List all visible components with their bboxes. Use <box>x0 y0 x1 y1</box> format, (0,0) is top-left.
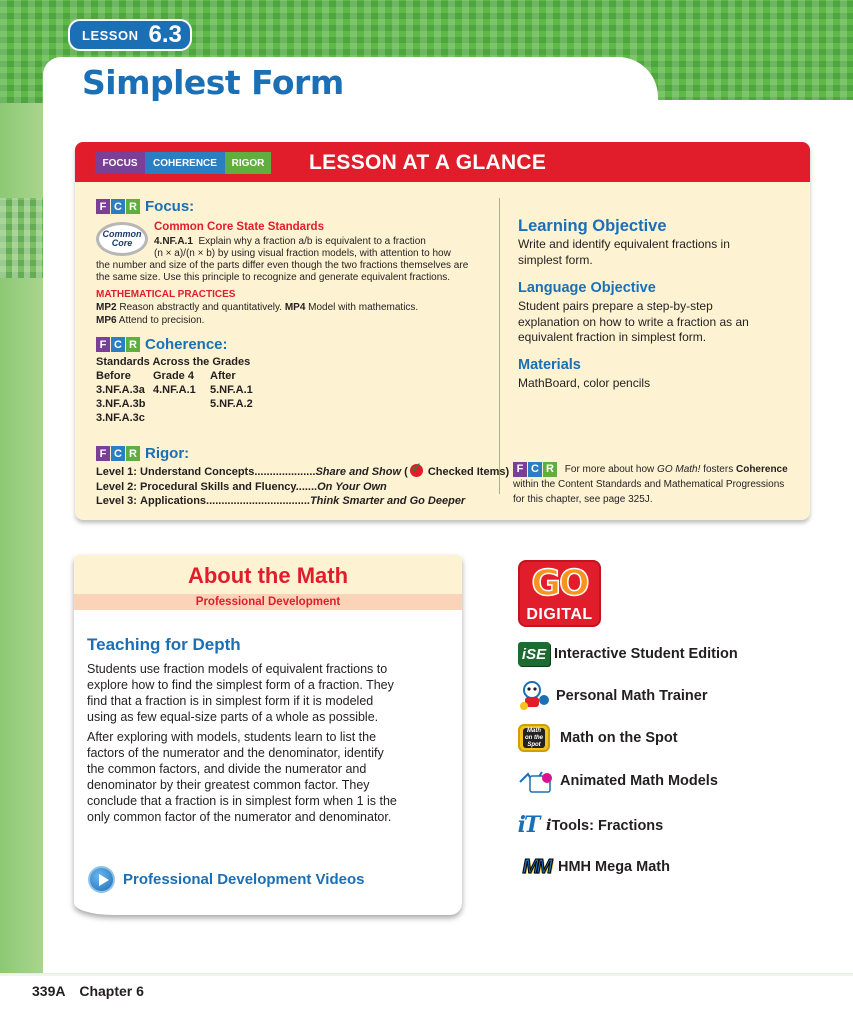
fcr-icon: F C R <box>96 199 141 214</box>
digital-item-mega-math[interactable]: MM HMH Mega Math <box>518 854 670 880</box>
math-practices-line-1: MP2 Reason abstractly and quantitatively. MP4 Model with mathematics. <box>96 302 419 313</box>
math-trainer-icon <box>518 680 552 712</box>
language-objective-text: Student pairs prepare a step-by-step explanation on how to write a fraction as an equivalent fraction in simplest form. <box>518 299 749 344</box>
learning-objective-text: Write and identify equivalent fractions in simplest form. <box>518 237 730 267</box>
math-on-the-spot-icon: Math on the Spot <box>518 724 550 752</box>
lesson-number: 6.3 <box>148 21 182 48</box>
rigor-level-2: Level 2: Procedural Skills and Fluency.......On Your Own <box>96 480 387 493</box>
pd-videos-label: Professional Development Videos <box>123 871 365 888</box>
about-the-math-box <box>74 555 462 915</box>
standard-line-2: (n × a)/(n × b) by using visual fraction models, with attention to how <box>154 248 451 259</box>
fcr-icon: F C R <box>513 462 558 477</box>
materials-text: MathBoard, color pencils <box>518 376 651 390</box>
rigor-heading <box>96 445 189 462</box>
fcr-icon: F C R <box>96 446 141 461</box>
mega-math-icon: MM <box>522 855 550 878</box>
about-paragraph-2: After exploring with models, students learn to list the factors of the numerator and the denominator, identify the common factors, and divide the numerator and denominator by their greatest common factor. They conclude that a fraction is in simplest form when 1 is the only common factor of the numerator and denominator. <box>87 730 397 824</box>
page-title: Simplest Form <box>82 63 344 102</box>
student-edition-icon: iSE <box>518 642 550 666</box>
rigor-level-1: Level 1: Understand Concepts....................Share and Show (✓ Checked Items) <box>96 464 509 480</box>
play-icon <box>88 866 115 893</box>
itools-icon: iT <box>517 812 539 838</box>
digital-item-personal-math-trainer[interactable]: Personal Math Trainer <box>518 680 708 712</box>
math-practices-line-2: MP6 Attend to precision. <box>96 315 205 326</box>
digital-item-student-edition[interactable]: iSE Interactive Student Edition <box>518 642 738 666</box>
common-core-heading: Common Core State Standards <box>154 221 324 233</box>
standards-across-heading: Standards Across the Grades <box>96 356 251 368</box>
grades-after-column: After 5.NF.A.1 5.NF.A.2 <box>210 370 253 410</box>
standard-line-4: the same size. Use this principle to recognize and generate equivalent fractions. <box>96 272 451 283</box>
math-practices-heading: MATHEMATICAL PRACTICES <box>96 289 236 300</box>
grades-grade4-column: Grade 4 4.NF.A.1 <box>153 370 196 396</box>
tab-rigor: RIGOR <box>225 152 271 174</box>
rigor-levels <box>96 464 509 509</box>
digital-logo-text: DIGITAL <box>526 606 593 623</box>
chapter-label: Chapter 6 <box>79 983 144 999</box>
coherence-heading <box>96 336 228 353</box>
lesson-at-a-glance-box <box>75 142 810 520</box>
rigor-level-3: Level 3: Applications..................................Think Smarter and Go Deeper <box>96 495 466 507</box>
checkmark-icon <box>410 464 423 477</box>
focus-label: Focus: <box>145 198 195 215</box>
fcr-tabs <box>95 152 271 174</box>
digital-item-itools-fractions[interactable]: iT iTools: Fractions <box>517 812 664 838</box>
page-number: 339A <box>32 983 66 999</box>
digital-item-math-on-the-spot[interactable]: Math on the Spot Math on the Spot <box>518 724 678 752</box>
grades-table <box>96 369 296 429</box>
glance-title: LESSON AT A GLANCE <box>309 151 547 174</box>
tab-coherence: COHERENCE <box>145 152 225 174</box>
go-digital-logo <box>518 560 601 627</box>
common-core-logo-icon: Common Core <box>96 222 148 256</box>
materials-heading: Materials <box>518 357 581 373</box>
professional-development-videos-link[interactable] <box>88 866 364 893</box>
about-paragraph-1: Students use fraction models of equivalent fractions to explore how to find the simplest form of a fraction. They find that a fraction is in simplest form if it is modeled using as few equal-size parts of a whole as possible. <box>87 662 394 724</box>
about-title: About the Math <box>187 563 349 588</box>
lesson-word: LESSON <box>82 27 139 43</box>
rigor-label: Rigor: <box>145 445 190 462</box>
focus-heading <box>96 198 194 215</box>
glance-header <box>75 142 810 182</box>
left-band-pixels <box>0 198 43 278</box>
lesson-badge <box>68 19 192 51</box>
digital-item-animated-math-models[interactable]: Animated Math Models <box>518 768 718 794</box>
fcr-icon: F C R <box>96 337 141 352</box>
coherence-footnote: F C R For more about how GO Math! fosters Coherence within the Content Standards and Mathematical Progressions for this chapter, see page 325J. <box>513 463 788 506</box>
standard-line-1: 4.NF.A.1 Explain why a fraction a/b is equivalent to a fraction <box>154 236 426 247</box>
tab-focus: FOCUS <box>95 152 145 174</box>
grades-before-column: Before 3.NF.A.3a 3.NF.A.3b 3.NF.A.3c <box>96 370 146 424</box>
language-objective-heading: Language Objective <box>518 280 656 296</box>
page-folio <box>32 983 144 999</box>
glance-column-divider <box>499 198 500 494</box>
standard-line-3: the number and size of the parts differ even though the two fractions themselves are <box>96 260 469 271</box>
about-subtitle: Professional Development <box>74 594 462 610</box>
animated-models-icon <box>518 768 556 794</box>
go-logo-text: GO <box>531 563 588 604</box>
teaching-for-depth-heading: Teaching for Depth <box>87 635 241 654</box>
learning-objective-heading: Learning Objective <box>518 217 667 235</box>
coherence-label: Coherence: <box>145 336 228 353</box>
left-margin-band <box>0 103 43 973</box>
